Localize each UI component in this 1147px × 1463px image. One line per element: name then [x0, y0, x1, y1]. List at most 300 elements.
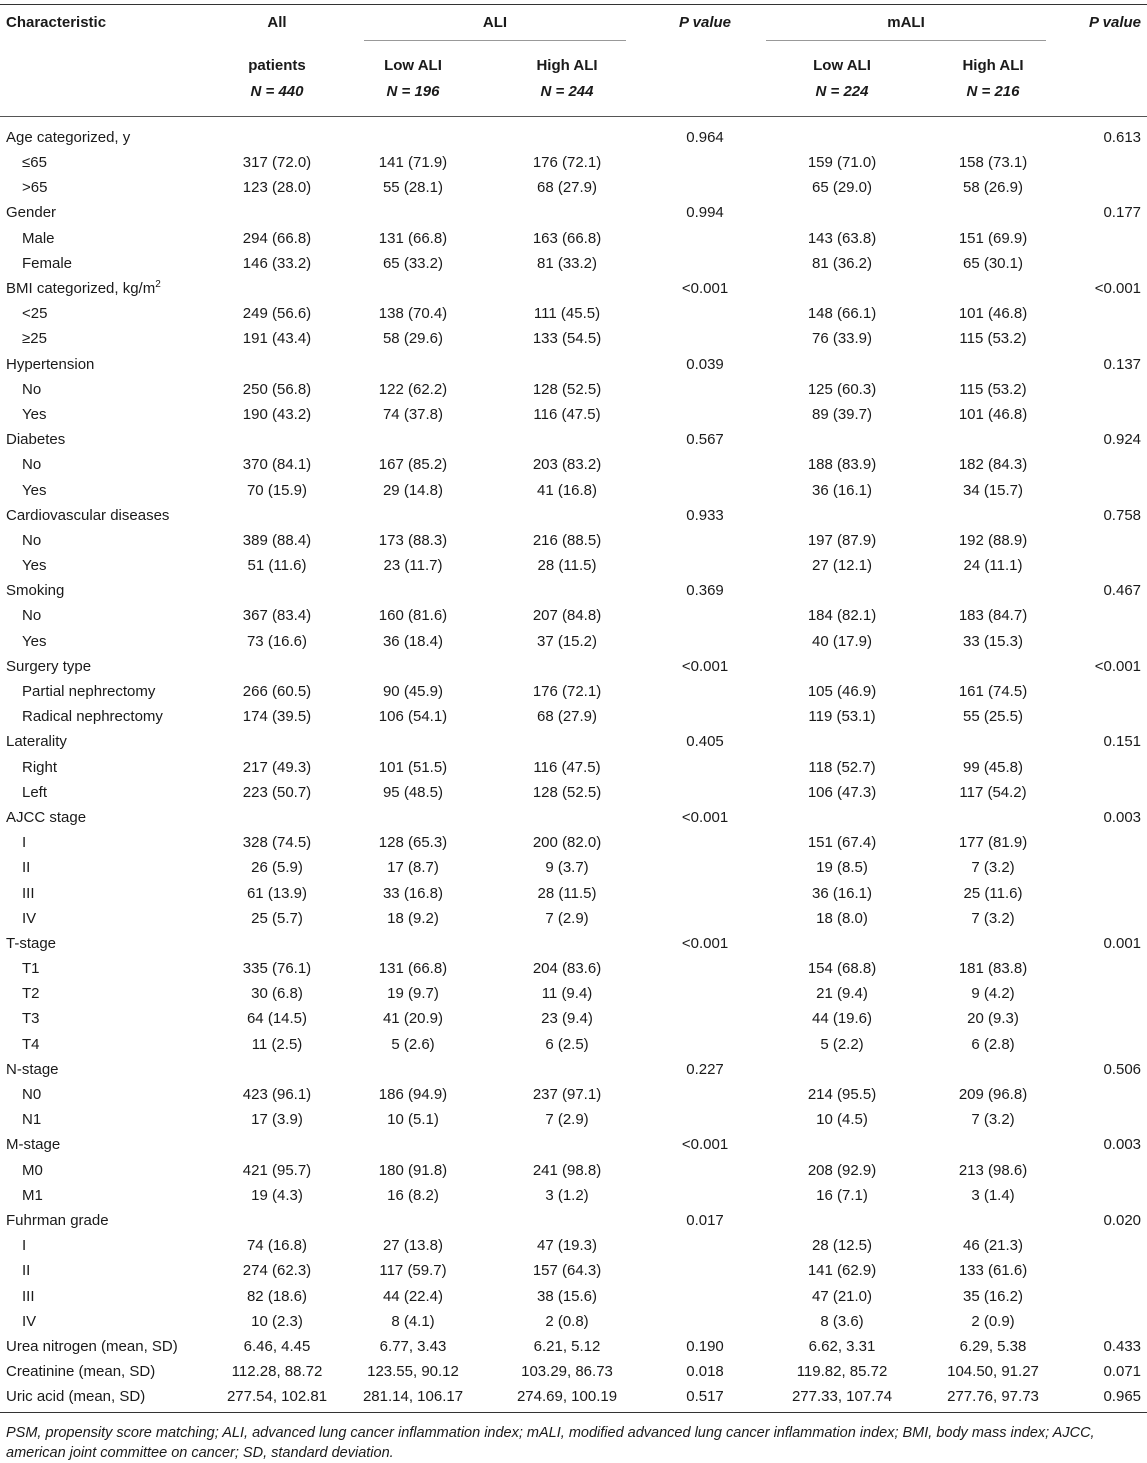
- row-label-text: Partial nephrectomy: [22, 683, 156, 701]
- row-label-text: M-stage: [6, 1136, 61, 1154]
- cell-mali-high: 181 (83.8): [958, 960, 1028, 978]
- cell-p-value-ali: [644, 477, 766, 502]
- header-characteristic: Characteristic: [0, 5, 218, 48]
- row-label: [0, 1283, 218, 1308]
- cell-ali-high: 274.69, 100.19: [490, 1384, 644, 1413]
- cell-p-value-mali: [1068, 981, 1147, 1006]
- cell-ali-low: 44 (22.4): [382, 1287, 444, 1305]
- row-label: [0, 780, 218, 805]
- cell-mali-high: 158 (73.1): [958, 154, 1028, 172]
- cell-p-value-mali: 0.433: [1103, 1337, 1142, 1355]
- cell-mali-low: 76 (33.9): [811, 330, 873, 348]
- row-label: [0, 1258, 218, 1283]
- table-row: [0, 629, 1147, 654]
- cell-ali-high: [490, 578, 644, 603]
- cell-ali-low: [336, 578, 490, 603]
- cell-p-value-ali: [644, 880, 766, 905]
- cell-all: [218, 1208, 336, 1233]
- cell-ali-low: [336, 276, 490, 301]
- row-label: [0, 603, 218, 628]
- row-label: [0, 117, 218, 151]
- table-row: [0, 654, 1147, 679]
- row-label-text: Male: [22, 229, 55, 247]
- table-row: [0, 150, 1147, 175]
- cell-mali-high: [918, 427, 1068, 452]
- cell-ali-low: 122 (62.2): [378, 380, 448, 398]
- cell-mali-high: 6 (2.8): [971, 1035, 1015, 1053]
- row-label-superscript: 2: [155, 279, 161, 291]
- cell-mali-low: 208 (92.9): [807, 1161, 877, 1179]
- cell-mali-high: 2 (0.9): [971, 1312, 1015, 1330]
- cell-ali-high: 3 (1.2): [545, 1186, 589, 1204]
- cell-ali-high: 133 (54.5): [532, 330, 602, 348]
- row-label: [0, 805, 218, 830]
- cell-ali-high: 68 (27.9): [536, 179, 598, 197]
- table-row: [0, 477, 1147, 502]
- table-row: [0, 1082, 1147, 1107]
- cell-mali-high: 104.50, 91.27: [947, 1363, 1039, 1381]
- row-label: [0, 855, 218, 880]
- cell-ali-high: [490, 427, 644, 452]
- cell-all: [218, 578, 336, 603]
- header-blank: [0, 47, 218, 83]
- cell-ali-low: 186 (94.9): [378, 1086, 448, 1104]
- cell-mali-high: [918, 276, 1068, 301]
- table-row: [0, 729, 1147, 754]
- row-label: [0, 1233, 218, 1258]
- cell-p-value-mali: 0.758: [1103, 506, 1142, 524]
- cell-mali-high: [918, 805, 1068, 830]
- cell-mali-high: [918, 1132, 1068, 1157]
- table-row: [0, 200, 1147, 225]
- cell-ali-high: 163 (66.8): [532, 229, 602, 247]
- row-label-text: Urea nitrogen (mean, SD): [6, 1337, 178, 1355]
- cell-p-value-ali: <0.001: [681, 280, 729, 298]
- table-row: [0, 1032, 1147, 1057]
- cell-all: 277.54, 102.81: [218, 1384, 336, 1413]
- table-row: [0, 679, 1147, 704]
- cell-ali-low: 41 (20.9): [382, 1010, 444, 1028]
- row-label-text: Diabetes: [6, 431, 66, 449]
- header-mali-high-n: N = 216: [918, 83, 1068, 117]
- table-row: [0, 528, 1147, 553]
- cell-p-value-ali: 0.405: [686, 733, 724, 751]
- cell-mali-low: 81 (36.2): [811, 254, 873, 272]
- cell-all: 19 (4.3): [251, 1186, 303, 1204]
- cell-all: 51 (11.6): [247, 557, 307, 575]
- row-label: [0, 981, 218, 1006]
- cell-mali-high: [918, 1057, 1068, 1082]
- table-row: [0, 956, 1147, 981]
- cell-mali-low: [766, 503, 918, 528]
- cell-ali-low: 167 (85.2): [378, 456, 448, 474]
- cell-p-value-mali: 0.924: [1103, 431, 1142, 449]
- row-label-text: Female: [22, 254, 73, 272]
- row-label-text: No: [22, 456, 42, 474]
- table-row: [0, 301, 1147, 326]
- cell-ali-low: [336, 117, 490, 151]
- cell-ali-low: 95 (48.5): [382, 783, 444, 801]
- cell-mali-low: [766, 729, 918, 754]
- cell-ali-high: 11 (9.4): [541, 985, 593, 1003]
- table-row: [0, 1057, 1147, 1082]
- row-label: [0, 150, 218, 175]
- cell-ali-high: [490, 1057, 644, 1082]
- header-all-line2: patients: [248, 57, 306, 74]
- cell-p-value-mali: [1068, 402, 1147, 427]
- row-label-text: Uric acid (mean, SD): [6, 1388, 146, 1406]
- cell-all: 335 (76.1): [242, 960, 312, 978]
- cell-mali-high: 277.76, 97.73: [918, 1384, 1068, 1413]
- cell-p-value-ali: [644, 1107, 766, 1132]
- row-label: [0, 452, 218, 477]
- cell-mali-low: 106 (47.3): [807, 783, 877, 801]
- row-label: [0, 528, 218, 553]
- cell-mali-low: 47 (21.0): [811, 1287, 873, 1305]
- cell-mali-high: 3 (1.4): [971, 1186, 1015, 1204]
- cell-mali-high: 34 (15.7): [962, 481, 1024, 499]
- row-label-text: M0: [22, 1161, 43, 1179]
- cell-p-value-ali: [644, 1283, 766, 1308]
- cell-ali-high: [490, 654, 644, 679]
- cell-all: 217 (49.3): [242, 758, 312, 776]
- table-row: [0, 704, 1147, 729]
- cell-ali-low: 65 (33.2): [382, 254, 444, 272]
- cell-p-value-ali: 0.227: [686, 1060, 724, 1078]
- row-label-text: No: [22, 380, 42, 398]
- cell-all: 191 (43.4): [242, 330, 312, 348]
- cell-p-value-ali: 0.017: [686, 1211, 724, 1229]
- row-label-text: T2: [22, 985, 40, 1003]
- cell-p-value-ali: 0.567: [686, 431, 724, 449]
- cell-all: [218, 931, 336, 956]
- cell-all: 328 (74.5): [242, 834, 312, 852]
- row-label-text: N-stage: [6, 1060, 59, 1078]
- cell-all: 82 (18.6): [246, 1287, 308, 1305]
- header-p-value-mali: P value: [1068, 5, 1147, 48]
- cell-all: 370 (84.1): [242, 456, 312, 474]
- cell-p-value-ali: 0.964: [686, 129, 724, 146]
- cell-ali-high: 7 (2.9): [545, 1111, 589, 1129]
- row-label-text: II: [22, 859, 31, 877]
- cell-ali-low: 36 (18.4): [382, 632, 444, 650]
- cell-p-value-ali: [644, 1082, 766, 1107]
- cell-ali-low: [336, 1057, 490, 1082]
- cell-p-value-ali: [644, 629, 766, 654]
- cell-all: [218, 1057, 336, 1082]
- cell-mali-high: 182 (84.3): [958, 456, 1028, 474]
- cell-mali-low: 119 (53.1): [808, 708, 876, 726]
- cell-mali-high: 9 (4.2): [971, 985, 1015, 1003]
- cell-all: 73 (16.6): [246, 632, 308, 650]
- cell-ali-high: 6.21, 5.12: [533, 1337, 601, 1355]
- cell-ali-high: 103.29, 86.73: [521, 1363, 613, 1381]
- cell-mali-high: 117 (54.2): [959, 783, 1027, 801]
- row-label: [0, 1309, 218, 1334]
- cell-all: [218, 117, 336, 151]
- cell-mali-high: 20 (9.3): [967, 1010, 1019, 1028]
- cell-all: [218, 352, 336, 377]
- table-row: [0, 880, 1147, 905]
- cell-ali-low: 23 (11.7): [383, 557, 443, 575]
- cell-p-value-ali: [644, 1258, 766, 1283]
- cell-mali-low: [766, 1132, 918, 1157]
- table-row: [0, 981, 1147, 1006]
- cell-mali-high: 33 (15.3): [962, 632, 1024, 650]
- row-label: [0, 704, 218, 729]
- cell-ali-high: 207 (84.8): [532, 607, 602, 625]
- header-ali-low-n: N = 196: [336, 83, 490, 117]
- row-label-text: Yes: [22, 632, 47, 650]
- cell-p-value-ali: 0.039: [686, 355, 724, 373]
- table-row: [0, 1132, 1147, 1157]
- table-row: [0, 402, 1147, 427]
- cell-ali-high: 41 (16.8): [536, 481, 598, 499]
- cell-p-value-ali: [644, 1158, 766, 1183]
- cell-p-value-mali: 0.003: [1103, 1136, 1142, 1154]
- row-label-text: IV: [22, 1312, 37, 1330]
- cell-p-value-mali: [1068, 150, 1147, 175]
- table-row: [0, 578, 1147, 603]
- table-row: [0, 1258, 1147, 1283]
- row-label-text: I: [22, 834, 27, 852]
- cell-p-value-ali: [644, 855, 766, 880]
- cell-ali-low: 106 (54.1): [378, 708, 448, 726]
- cell-p-value-mali: [1068, 226, 1147, 251]
- cell-all: 6.46, 4.45: [243, 1337, 311, 1355]
- cell-ali-low: 281.14, 106.17: [336, 1384, 490, 1413]
- cell-ali-low: [336, 931, 490, 956]
- cell-p-value-ali: <0.001: [681, 934, 729, 952]
- cell-all: 389 (88.4): [242, 531, 312, 549]
- cell-mali-low: 8 (3.6): [820, 1312, 864, 1330]
- cell-mali-high: [918, 931, 1068, 956]
- header-mali-low: Low ALI: [813, 57, 871, 74]
- cell-all: 190 (43.2): [242, 405, 312, 423]
- row-label-text: <25: [22, 305, 48, 323]
- header-ali-low: Low ALI: [384, 57, 442, 74]
- cell-mali-low: 10 (4.5): [816, 1111, 868, 1129]
- row-label-text: N1: [22, 1111, 42, 1129]
- cell-p-value-ali: [644, 1233, 766, 1258]
- cell-mali-low: 89 (39.7): [811, 405, 873, 423]
- cell-ali-low: 138 (70.4): [378, 305, 448, 323]
- row-label-text: Yes: [22, 481, 47, 499]
- row-label-text: III: [22, 1287, 35, 1305]
- cell-mali-low: [766, 200, 918, 225]
- cell-ali-low: 90 (45.9): [382, 683, 444, 701]
- cell-mali-low: 119.82, 85.72: [796, 1363, 888, 1381]
- cell-mali-high: 6.29, 5.38: [959, 1337, 1027, 1355]
- cell-all: 64 (14.5): [246, 1010, 308, 1028]
- cell-p-value-ali: [644, 326, 766, 351]
- row-label: [0, 427, 218, 452]
- header-all-line1: All: [218, 5, 336, 48]
- cell-p-value-mali: 0.467: [1103, 582, 1142, 600]
- cell-p-value-ali: 0.190: [686, 1337, 724, 1355]
- row-label: [0, 276, 218, 301]
- table-row: [0, 1384, 1147, 1413]
- header-ali-high-n: N = 244: [490, 83, 644, 117]
- cell-p-value-ali: [644, 251, 766, 276]
- row-label-text: Yes: [22, 405, 47, 423]
- cell-ali-low: [336, 1132, 490, 1157]
- cell-ali-high: 176 (72.1): [532, 683, 602, 701]
- cell-p-value-mali: <0.001: [1094, 280, 1142, 298]
- table-row: [0, 1233, 1147, 1258]
- cell-ali-low: 117 (59.7): [379, 1262, 447, 1280]
- cell-p-value-mali: [1068, 880, 1147, 905]
- cell-p-value-ali: [644, 1309, 766, 1334]
- cell-mali-high: [918, 1208, 1068, 1233]
- row-label: [0, 1057, 218, 1082]
- cell-p-value-mali: [1068, 452, 1147, 477]
- table-row: [0, 117, 1147, 151]
- cell-p-value-ali: [644, 1032, 766, 1057]
- cell-mali-low: 214 (95.5): [807, 1086, 877, 1104]
- header-ali-high: High ALI: [536, 57, 598, 74]
- cell-ali-high: 203 (83.2): [532, 456, 602, 474]
- cell-mali-high: 101 (46.8): [958, 405, 1028, 423]
- cell-p-value-mali: [1068, 553, 1147, 578]
- cell-ali-low: 8 (4.1): [391, 1312, 435, 1330]
- row-label-text: Left: [22, 783, 48, 801]
- cell-p-value-ali: [644, 175, 766, 200]
- cell-ali-high: 68 (27.9): [536, 708, 598, 726]
- cell-mali-high: 177 (81.9): [958, 834, 1028, 852]
- cell-mali-low: 154 (68.8): [807, 960, 877, 978]
- cell-mali-low: 188 (83.9): [807, 456, 877, 474]
- cell-ali-low: 5 (2.6): [391, 1035, 435, 1053]
- row-label: [0, 251, 218, 276]
- cell-mali-high: 209 (96.8): [958, 1086, 1028, 1104]
- table-row: [0, 226, 1147, 251]
- baseline-characteristics-table: [0, 4, 1147, 1413]
- cell-p-value-ali: [644, 226, 766, 251]
- cell-ali-low: 16 (8.2): [387, 1186, 439, 1204]
- cell-mali-high: 151 (69.9): [958, 229, 1028, 247]
- header-mali-low-n: N = 224: [766, 83, 918, 117]
- cell-p-value-ali: 0.933: [686, 506, 724, 524]
- cell-mali-low: [766, 352, 918, 377]
- cell-p-value-ali: 0.517: [644, 1384, 766, 1413]
- table-row: [0, 755, 1147, 780]
- cell-ali-high: 216 (88.5): [532, 531, 602, 549]
- row-label-text: III: [22, 884, 35, 902]
- cell-all: 30 (6.8): [251, 985, 303, 1003]
- cell-all: [218, 1132, 336, 1157]
- cell-mali-low: [766, 805, 918, 830]
- cell-all: 367 (83.4): [242, 607, 312, 625]
- cell-p-value-mali: [1068, 1107, 1147, 1132]
- row-label: [0, 1208, 218, 1233]
- cell-p-value-ali: [644, 452, 766, 477]
- cell-ali-low: [336, 805, 490, 830]
- cell-p-value-mali: 0.137: [1103, 355, 1142, 373]
- cell-p-value-mali: [1068, 251, 1147, 276]
- cell-mali-low: [766, 1208, 918, 1233]
- cell-ali-high: [490, 352, 644, 377]
- cell-ali-high: 128 (52.5): [532, 380, 602, 398]
- table-row: [0, 251, 1147, 276]
- cell-p-value-mali: 0.177: [1103, 204, 1142, 222]
- row-label: [0, 931, 218, 956]
- cell-p-value-mali: [1068, 1032, 1147, 1057]
- cell-mali-low: [766, 1057, 918, 1082]
- cell-ali-high: [490, 729, 644, 754]
- cell-mali-low: 197 (87.9): [807, 531, 877, 549]
- row-label-text: Surgery type: [6, 657, 92, 675]
- cell-ali-high: 204 (83.6): [532, 960, 602, 978]
- cell-mali-low: 28 (12.5): [811, 1237, 873, 1255]
- cell-ali-low: 180 (91.8): [378, 1161, 448, 1179]
- cell-mali-low: [766, 931, 918, 956]
- cell-mali-low: 44 (19.6): [811, 1010, 873, 1028]
- row-label-text: M1: [22, 1186, 43, 1204]
- cell-ali-low: [336, 729, 490, 754]
- cell-ali-low: 141 (71.9): [378, 154, 448, 172]
- header-ali-group: [336, 5, 644, 48]
- table-row: [0, 1107, 1147, 1132]
- cell-mali-low: 19 (8.5): [816, 859, 868, 877]
- cell-mali-low: 184 (82.1): [807, 607, 877, 625]
- row-label: [0, 729, 218, 754]
- cell-p-value-mali: 0.613: [1103, 129, 1142, 146]
- row-label: [0, 402, 218, 427]
- header-mali-group: [766, 5, 1068, 48]
- cell-mali-high: 133 (61.6): [958, 1262, 1028, 1280]
- table-row: [0, 603, 1147, 628]
- header-blank: [1068, 47, 1147, 83]
- row-label-text: Age categorized, y: [6, 129, 131, 146]
- cell-ali-low: 173 (88.3): [378, 531, 448, 549]
- cell-p-value-ali: [644, 755, 766, 780]
- cell-mali-high: 183 (84.7): [958, 607, 1028, 625]
- cell-ali-high: 23 (9.4): [541, 1010, 593, 1028]
- cell-p-value-mali: 0.151: [1103, 733, 1142, 751]
- cell-mali-low: [766, 276, 918, 301]
- table-row: [0, 503, 1147, 528]
- cell-p-value-mali: 0.020: [1103, 1211, 1142, 1229]
- cell-ali-low: 18 (9.2): [387, 909, 439, 927]
- cell-all: 26 (5.9): [251, 859, 303, 877]
- cell-mali-low: 5 (2.2): [820, 1035, 864, 1053]
- cell-ali-high: 128 (52.5): [532, 783, 602, 801]
- row-label-text: Laterality: [6, 733, 67, 751]
- cell-p-value-mali: [1068, 679, 1147, 704]
- cell-mali-high: 192 (88.9): [958, 531, 1028, 549]
- cell-p-value-mali: 0.071: [1103, 1363, 1142, 1381]
- cell-p-value-mali: [1068, 1258, 1147, 1283]
- row-label-text: ≥25: [22, 330, 47, 348]
- cell-ali-low: 160 (81.6): [378, 607, 448, 625]
- row-label: [0, 477, 218, 502]
- table-row: [0, 855, 1147, 880]
- table-row: [0, 1359, 1147, 1384]
- cell-p-value-ali: [644, 906, 766, 931]
- header-blank: [644, 83, 766, 117]
- cell-mali-high: 58 (26.9): [962, 179, 1024, 197]
- cell-p-value-ali: [644, 377, 766, 402]
- cell-ali-high: [490, 200, 644, 225]
- cell-mali-low: 159 (71.0): [807, 154, 877, 172]
- row-label-text: T-stage: [6, 934, 57, 952]
- cell-all: [218, 200, 336, 225]
- row-label-text: Fuhrman grade: [6, 1211, 109, 1229]
- cell-ali-low: 131 (66.8): [378, 229, 448, 247]
- cell-all: 266 (60.5): [242, 683, 312, 701]
- cell-mali-high: 65 (30.1): [962, 254, 1024, 272]
